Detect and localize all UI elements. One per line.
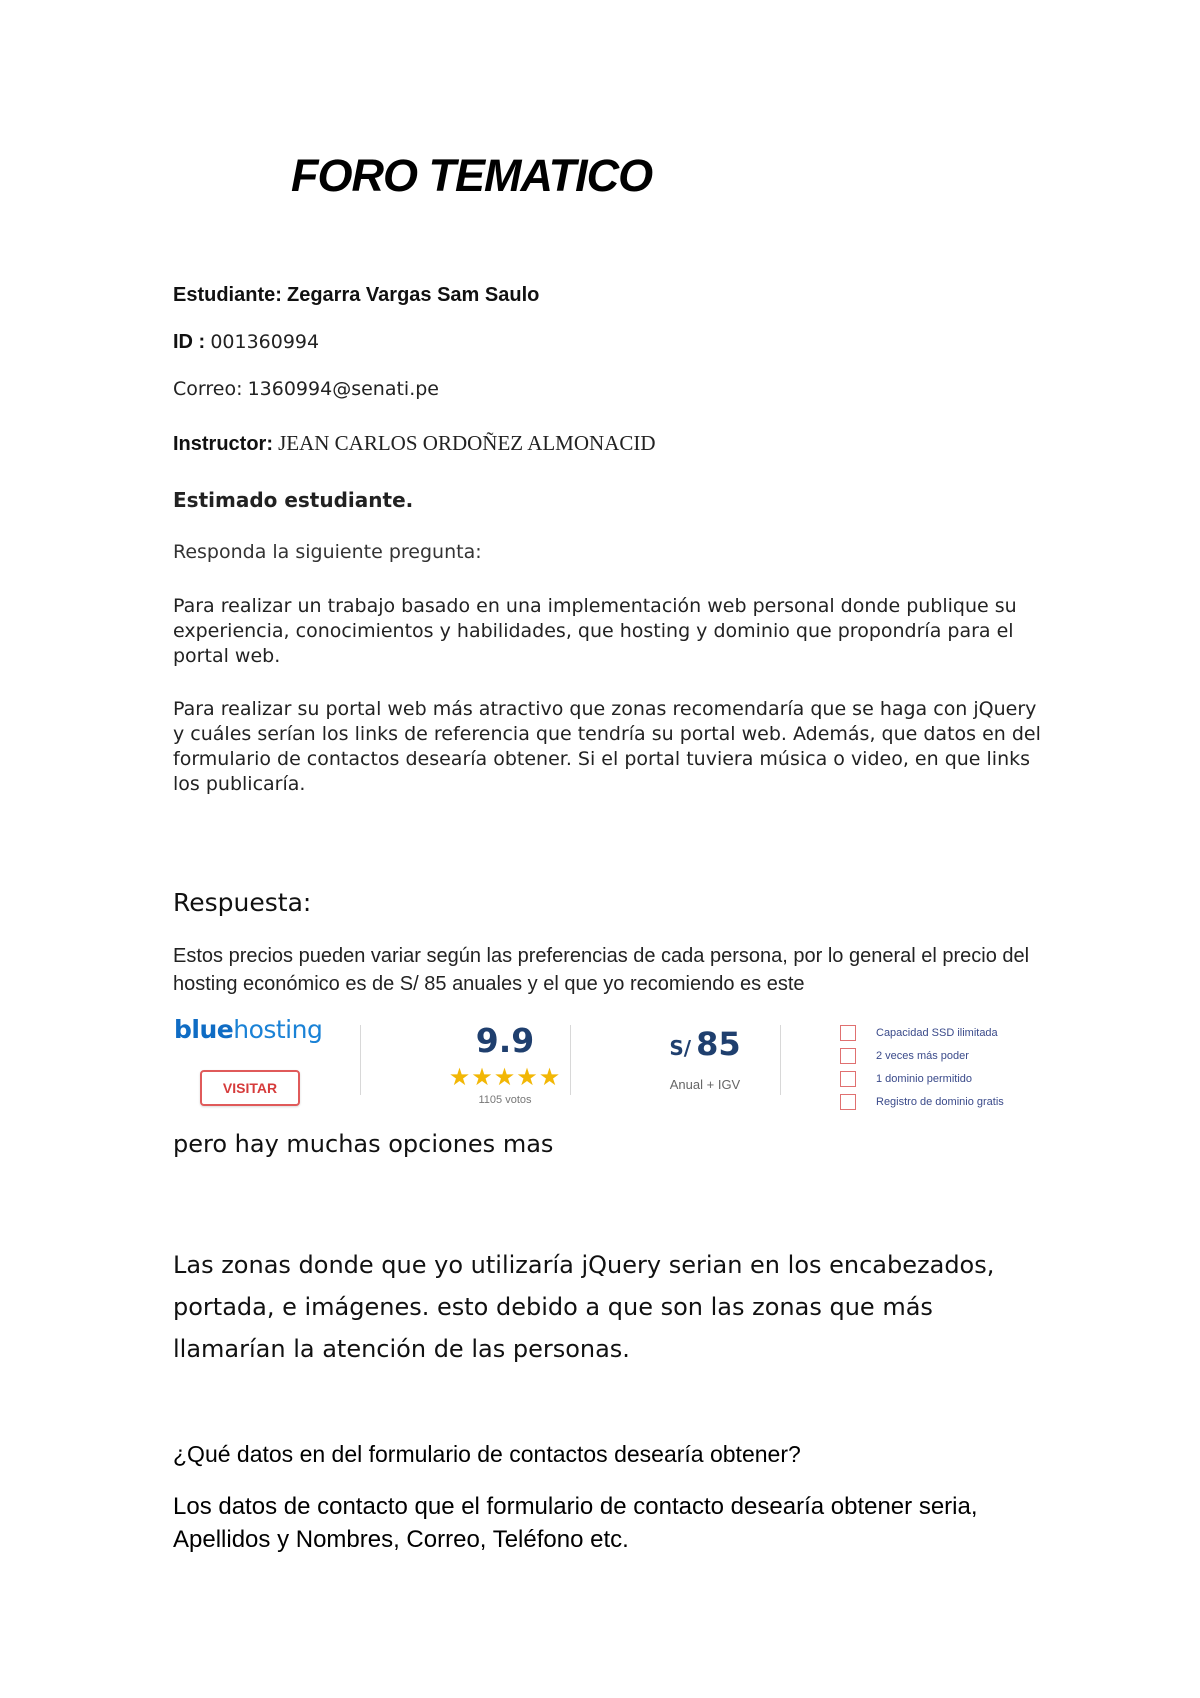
question-paragraph-2 xyxy=(173,697,1053,797)
student-label: Estudiante: xyxy=(173,284,282,306)
feature-text: Registro de dominio gratis xyxy=(876,1095,1004,1108)
banner-divider xyxy=(780,1025,781,1095)
instructor-label: Instructor: xyxy=(173,433,273,455)
logo-part-hosting: hosting xyxy=(233,1015,323,1044)
feature-list xyxy=(840,1021,1040,1113)
greeting: Estimado estudiante. xyxy=(173,488,414,512)
price-currency: S/ xyxy=(669,1036,692,1060)
email-label: Correo: xyxy=(173,378,243,400)
instructor-line xyxy=(173,431,656,456)
form-answer: Los datos de contacto que el formulario de contacto desearía obtener seria, Apellidos y Nombres, Correo, Teléfono etc. xyxy=(173,1493,978,1553)
banner-divider xyxy=(570,1025,571,1095)
feature-item xyxy=(840,1090,1040,1113)
domain-icon xyxy=(840,1071,856,1087)
question-paragraph-text: Para realizar su portal web más atractivo que zonas recomendaría que se haga con jQuery y cuáles serían los links de referencia que tendría su portal web. Además, que datos en del formulario de contactos desearía obtener. Si el portal tuviera música o video, en que links los publicaría. xyxy=(173,698,1041,795)
hosting-banner xyxy=(170,1015,1030,1115)
more-options-text: pero hay muchas opciones mas xyxy=(173,1130,554,1158)
rating-score: 9.9 xyxy=(475,1021,535,1060)
feature-item xyxy=(840,1067,1040,1090)
id-value: 001360994 xyxy=(210,331,320,353)
student-line xyxy=(173,284,539,307)
price-amount: 85 xyxy=(696,1025,741,1063)
check-icon xyxy=(840,1094,856,1110)
feature-text: Capacidad SSD ilimitada xyxy=(876,1026,998,1039)
logo-part-blue: blue xyxy=(174,1015,234,1044)
id-label: ID : xyxy=(173,331,206,353)
visit-button[interactable]: VISITAR xyxy=(200,1070,300,1106)
feature-text: 2 veces más poder xyxy=(876,1049,969,1062)
rating-stars-icon: ★★★★★ xyxy=(448,1063,562,1091)
answer-heading: Respuesta: xyxy=(173,888,312,917)
ssd-icon xyxy=(840,1025,856,1041)
id-line xyxy=(173,331,319,354)
student-name: Zegarra Vargas Sam Saulo xyxy=(287,284,540,306)
email-value: 1360994@senati.pe xyxy=(247,378,439,400)
feature-text: 1 dominio permitido xyxy=(876,1072,972,1085)
power-icon xyxy=(840,1048,856,1064)
answer-intro: Estos precios pueden variar según las preferencias de cada persona, por lo general el precio del hosting económico es de S/ 85 anuales y el que yo recomiendo es este xyxy=(173,945,1030,995)
price-display xyxy=(635,1025,775,1063)
form-question: ¿Qué datos en del formulario de contactos desearía obtener? xyxy=(173,1441,801,1467)
prompt-text: Responda la siguiente pregunta: xyxy=(173,541,482,563)
feature-item xyxy=(840,1021,1040,1044)
banner-divider xyxy=(360,1025,361,1095)
email-line xyxy=(173,378,439,400)
instructor-name: JEAN CARLOS ORDOÑEZ ALMONACID xyxy=(278,431,656,455)
question-paragraph-text: Para realizar un trabajo basado en una implementación web personal donde publique su experiencia, conocimientos y habilidades, que hosting y dominio que propondría para el portal web. xyxy=(173,595,1017,667)
price-note: Anual + IGV xyxy=(669,1077,741,1092)
question-paragraph-1 xyxy=(173,594,1053,669)
document-title: FORO TEMATICO xyxy=(291,150,653,201)
zones-paragraph: Las zonas donde que yo utilizaría jQuery serian en los encabezados, portada, e imágenes. esto debido a que son las zonas que más llamarían la atención de las personas. xyxy=(173,1251,995,1363)
bluehosting-logo xyxy=(174,1015,322,1044)
feature-item xyxy=(840,1044,1040,1067)
rating-votes: 1105 votos xyxy=(478,1094,532,1106)
